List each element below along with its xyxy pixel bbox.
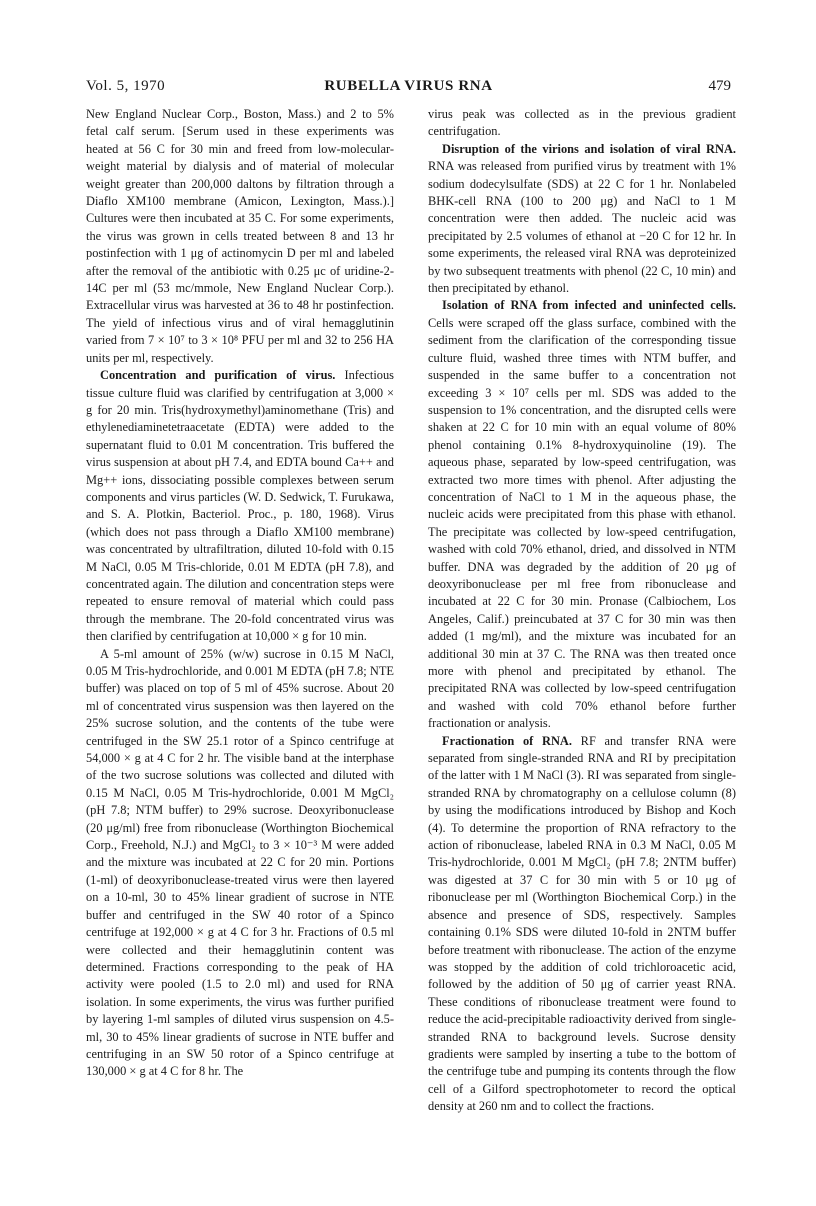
paragraph-text: RF and transfer RNA were separated from single-stranded RNA and RI by precipitation of the latter with 1 M NaCl (3). RI was separated from single-stranded RNA by chromatography on a cellulose column (8) by using the modifications introduced by Bishop and Koch (4). To determine the proportion of RNA refractory to the action of ribonuclease, labeled RNA in 0.3 M NaCl, 0.05 M Tris-hydrochloride, 0.001 M MgCl₂ (pH 7.8; 2NTM buffer) was digested at 37 C for 30 min with 5 or 10 μg of ribonuclease per ml (Worthington Biochemical Corp.) in the absence and presence of SDS, respectively. Samples containing 0.1% SDS were diluted 10-fold in 2NTM buffer before treatment with ribonuclease. The action of the enzyme was stopped by the addition of cold trichloroacetic acid, followed by the addition of 50 μg of carrier yeast RNA. These conditions of ribonuclease treatment were found to reduce the acid-precipitable radioactivity derived from single-stranded RNA to background levels. Sucrose density gradients were sampled by inserting a tube to the bottom of the centrifuge tube and pumping its contents through the flow cell of a Gilford spectrophotometer to record the optical density at 260 nm and to collect the fractions.: [428, 733, 736, 1114]
paragraph: [86, 106, 394, 367]
left-column: [86, 106, 394, 1081]
right-column: [428, 106, 736, 1116]
paragraph: [86, 367, 394, 646]
paragraph-text: RNA was released from purified virus by treatment with 1% sodium dodecylsulfate (SDS) at 22 C for 1 hr. Nonlabeled BHK-cell RNA (100 to 200 μg) and NaCl to 1 M concentration were then added. The nucleic acid was precipitated by 2.5 volumes of ethanol at −20 C for 12 hr. In some experiments, the released viral RNA was deproteinized by two subsequent treatments with phenol (22 C, 10 min) and then precipitated by ethanol.: [428, 159, 736, 296]
paragraph: [428, 106, 736, 141]
running-header: [86, 78, 731, 100]
paragraph-text: A 5-ml amount of 25% (w/w) sucrose in 0.15 M NaCl, 0.05 M Tris-hydrochloride, and 0.001 M EDTA (pH 7.8; NTE buffer) was placed on top of 5 ml of 45% sucrose. About 20 ml of concentrated virus suspension was then layered on the 25% sucrose solution, and the contents of the tube were centrifuged in the SW 25.1 rotor of a Spinco centrifuge at 54,000 × g at 4 C for 2 hr. The visible band at the interphase of the two sucrose solutions was collected and diluted with 0.15 M NaCl, 0.05 M Tris-hydrochloride, 0.001 M MgCl₂ (pH 7.8; NTM buffer) to 29% sucrose. Deoxyribonuclease (20 μg/ml) free from ribonuclease (Worthington Biochemical Corp., Freehold, N.J.) and MgCl₂ to 3 × 10⁻³ M were added and the mixture was incubated at 22 C for 20 min. Portions (1-ml) of deoxyribonuclease-treated virus were then layered on a 10-ml, 30 to 45% linear gradient of sucrose in NTE buffer and centrifuged in the SW 40 rotor of a Spinco centrifuge at 192,000 × g at 4 C for 3 hr. Fractions of 0.5 ml were collected and their hemagglutinin content was determined. Fractions corresponding to the peak of HA activity were pooled (1.5 to 2.0 ml) and used for RNA isolation. In some experiments, the virus was further purified by layering 1-ml samples of diluted virus suspension on 4.5-ml, 30 to 45% linear gradients of sucrose in NTE buffer and centrifuging in an SW 50 rotor of a Spinco centrifuge at 130,000 × g at 4 C for 8 hr. The: [86, 646, 394, 1079]
section-heading: Fractionation of RNA.: [442, 733, 572, 748]
running-title: RUBELLA VIRUS RNA: [324, 78, 493, 94]
paragraph: [86, 646, 394, 1081]
page-number: 479: [708, 78, 731, 94]
paragraph: [428, 297, 736, 732]
paragraph-text: Infectious tissue culture fluid was clarified by centrifugation at 3,000 × g for 20 min. Tris(hydroxymethyl)aminomethane (Tris) and ethylenediaminetetraacetate (EDTA) were added to the supernatant fluid to 0.01 M concentration. Tris buffered the virus suspension at about pH 7.4, and EDTA bound Ca++ and Mg++ ions, dissociating possible complexes between serum components and virus particles (W. D. Sedwick, T. Furukawa, and S. A. Plotkin, Bacteriol. Proc., p. 180, 1968). Virus (which does not pass through a Diaflo XM100 membrane) was concentrated by ultrafiltration, diluted 10-fold with 0.15 M NaCl, 0.05 M Tris-chloride, 0.01 M EDTA (pH 7.8), and concentrated again. The dilution and concentration steps were repeated to ensure removal of material which could pass through the membrane. The 20-fold concentrated virus was then clarified by centrifugation at 10,000 × g for 10 min.: [86, 368, 394, 644]
paragraph: [428, 733, 736, 1116]
journal-volume: Vol. 5, 1970: [86, 78, 166, 94]
section-heading: Disruption of the virions and isolation of viral RNA.: [442, 141, 736, 156]
paragraph-text: virus peak was collected as in the previous gradient centrifugation.: [428, 107, 736, 139]
section-heading: Concentration and purification of virus.: [100, 368, 336, 383]
paragraph: [428, 141, 736, 298]
paragraph-text: New England Nuclear Corp., Boston, Mass.) and 2 to 5% fetal calf serum. [Serum used in these experiments was heated at 56 C for 30 min and freed from low-molecular-weight material by dialysis and of material of molecular weight greater than 200,000 daltons by filtration through a Diaflo XM100 membrane (Amicon, Lexington, Mass.).] Cultures were then incubated at 35 C. For some experiments, the virus was grown in cells treated between 8 and 13 hr postinfection with 1 μg of actinomycin D per ml and labeled after the removal of the antibiotic with 0.25 μc of uridine-2-14C per ml (53 mc/mmole, New England Nuclear Corp.). Extracellular virus was harvested at 36 to 48 hr postinfection. The yield of infectious virus and of viral hemagglutinin varied from 7 × 10⁷ to 3 × 10⁸ PFU per ml and 32 to 256 HA units per ml, respectively.: [86, 107, 394, 365]
paragraph-text: Cells were scraped off the glass surface, combined with the sediment from the clarification of the corresponding tissue culture fluid, washed three times with NTM buffer, and suspended in the same buffer to a concentration not exceeding 3 × 10⁷ cells per ml. SDS was added to the suspension to 1% concentration, and the disrupted cells were shaken at 22 C for 10 min with an equal volume of 80% phenol containing 0.1% 8-hydroxyquinoline (19). The aqueous phase, separated by low-speed centrifugation, was extracted two more times with phenol. After adjusting the concentration of NaCl to 1 M in the aqueous phase, the nucleic acids were precipitated from this phase with ethanol. The precipitate was collected by low-speed centrifugation, washed with cold 70% ethanol, dried, and dissolved in NTM buffer. DNA was degraded by the addition of 20 μg of deoxyribonuclease per ml free from ribonuclease and incubated at 22 C for 30 min. Pronase (Calbiochem, Los Angeles, Calif.) preincubated at 37 C for 30 min was then added (1 mg/ml), and the mixture was incubated for an additional 30 min at 37 C. The RNA was then treated once more with phenol and precipitated by ethanol. The precipitated RNA was collected by low-speed centrifugation and washed with cold 70% ethanol before further fractionation or analysis.: [428, 315, 736, 731]
section-heading: Isolation of RNA from infected and uninfected cells.: [442, 298, 736, 313]
